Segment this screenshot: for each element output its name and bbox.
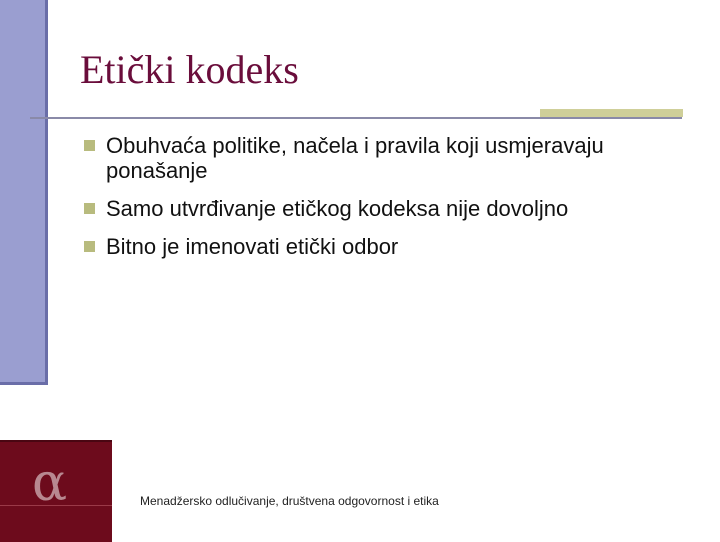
bullet-text: Samo utvrđivanje etičkog kodeksa nije dovoljno: [106, 196, 569, 221]
bullet-text: Obuhvaća politike, načela i pravila koji usmjeravaju ponašanje: [106, 133, 604, 183]
bullet-text: Bitno je imenovati etički odbor: [106, 234, 399, 259]
bullet-list: [82, 133, 642, 272]
left-decor-bar: [0, 0, 48, 385]
alpha-logo-icon: α: [32, 453, 68, 513]
slide-title: Etički kodeks: [80, 47, 299, 92]
bullet-item: [82, 234, 642, 259]
square-bullet-icon: [84, 241, 95, 252]
title-divider: [30, 117, 682, 119]
bullet-item: [82, 133, 642, 183]
footer-text: Menadžersko odlučivanje, društvena odgovornost i etika: [140, 494, 439, 508]
title-rule-accent: [540, 109, 683, 117]
square-bullet-icon: [84, 203, 95, 214]
bullet-item: [82, 196, 642, 221]
square-bullet-icon: [84, 140, 95, 151]
